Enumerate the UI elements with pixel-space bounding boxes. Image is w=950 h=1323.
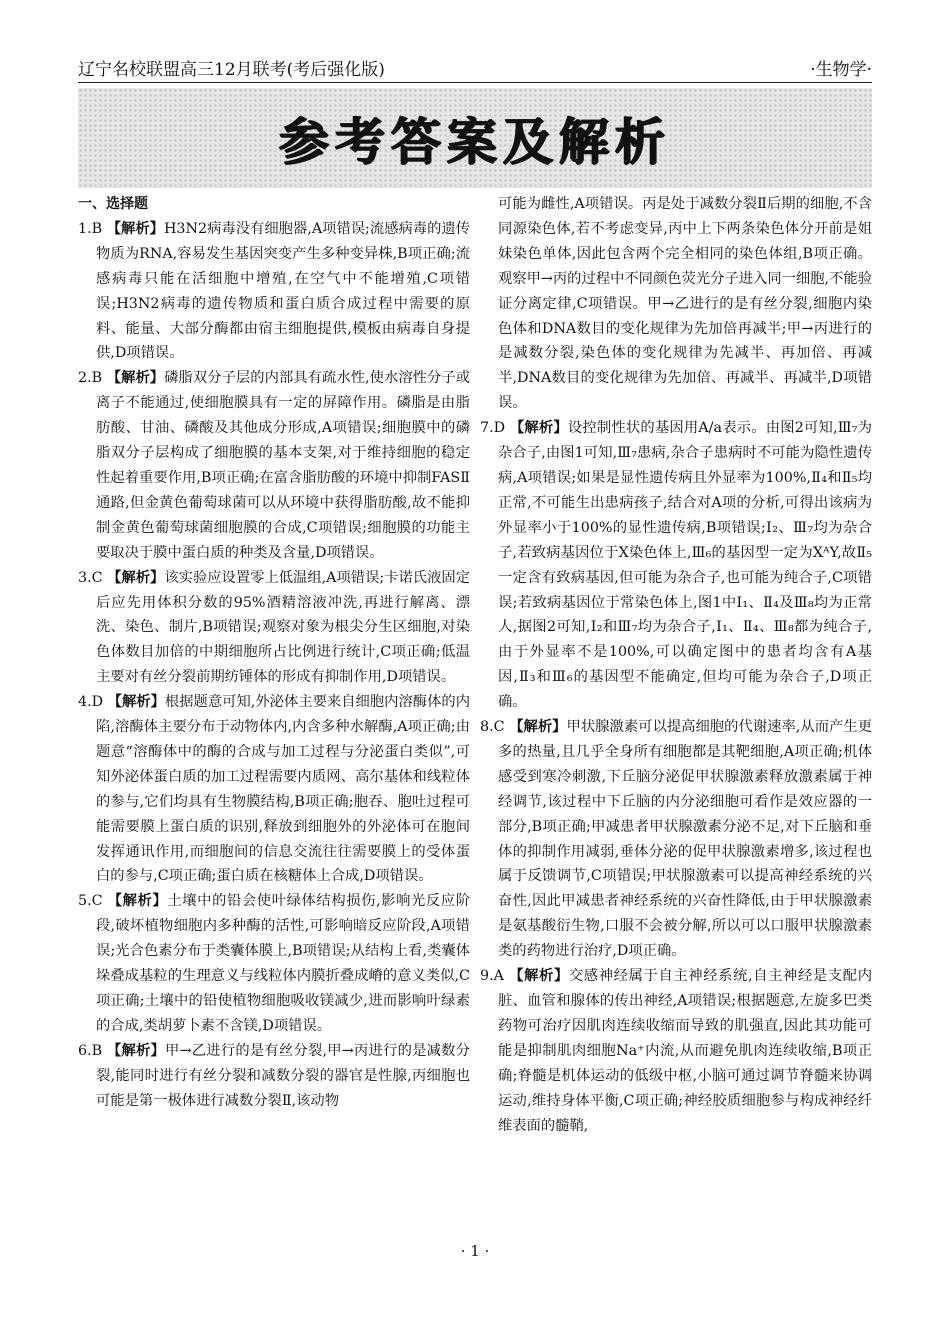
analysis-tag: 【解析】 [106, 1042, 166, 1059]
answer-number: 6.B [78, 1042, 103, 1059]
answer-number: 4.D [78, 694, 104, 711]
answer-item-7 [480, 416, 872, 715]
analysis-tag: 【解析】 [107, 893, 168, 910]
section-heading: 一、选择题 [78, 196, 148, 212]
answer-text: H3N2病毒没有细胞器,A项错误;流感病毒的遗传物质为RNA,容易发生基因突变产生多种变异株,B项正确;流感病毒只能在活细胞中增殖,在空气中不能增殖,C项错误;H3N2病毒的遗传物质和蛋白质合成过程中需要的原料、能量、大部分酶都由宿主细胞提供,模板由病毒自身提供,D项错误。 [96, 220, 470, 362]
answer-item-2 [78, 366, 470, 565]
analysis-tag: 【解析】 [106, 370, 165, 387]
page-number: · 1 · [460, 1242, 490, 1260]
answer-text: 甲→乙进行的是有丝分裂,甲→丙进行的是减数分裂,能同时进行有丝分裂和减数分裂的器官是性腺,丙细胞也可能是第一极体进行减数分裂Ⅱ,该动物 [96, 1042, 470, 1109]
header-exam-title: 辽宁名校联盟高三12月联考(考后强化版) [78, 60, 385, 80]
answer-text: 土壤中的铅会使叶绿体结构损伤,影响光反应阶段,破坏植物细胞内多种酶的活性,可影响暗反应阶段,A项错误;光合色素分布于类囊体膜上,B项错误;从结构上看,类囊体垛叠成基粒的生理意义与线粒体内膜折叠成嵴的意义类似,C项正确;土壤中的铅使植物细胞吸收镁减少,进而影响叶绿素的合成,类胡萝卜素不含镁,D项错误。 [96, 893, 470, 1034]
right-column [480, 192, 872, 1237]
answer-number: 2.B [78, 370, 103, 387]
left-column [78, 192, 470, 1237]
analysis-tag: 【解析】 [107, 569, 165, 586]
analysis-tag: 【解析】 [106, 220, 164, 237]
answer-item-3 [78, 566, 470, 691]
analysis-tag: 【解析】 [107, 694, 165, 711]
page-header [78, 52, 872, 83]
header-subject: ·生物学· [810, 60, 872, 80]
analysis-tag: 【解析】 [509, 968, 569, 985]
answer-item-6-continued [480, 192, 872, 416]
answer-item-4 [78, 690, 470, 889]
answer-number: 1.B [78, 220, 103, 237]
answer-number: 7.D [480, 420, 506, 437]
answer-text: 设控制性状的基因用A/a表示。由图2可知,Ⅲ₇为杂合子,由图1可知,Ⅲ₇患病,杂合子患病时不可能为隐性遗传病,A项错误;如果是显性遗传病且外显率为100%,Ⅱ₄和Ⅱ₅均正常,不可能生出患病孩子,结合对A项的分析,可得出该病为外显率小于100%的显性遗传病,B项错误;Ⅰ₂、Ⅲ₇均为杂合子,若致病基因位于X染色体上,Ⅲ₆的基因型一定为XᴬY,故Ⅱ₅一定含有致病基因,但可能为杂合子,也可能为纯合子,C项错误;若致病基因位于常染色体上,图1中Ⅰ₁、Ⅱ₄及Ⅲ₈均为正常人,据图2可知,Ⅰ₂和Ⅲ₇均为杂合子,Ⅰ₁、Ⅱ₄、Ⅲ₈都为纯合子,由于外显率不是100%,可以确定图中的患者均含有A基因,Ⅱ₃和Ⅲ₆的基因型不能确定,但均可能为杂合子,D项正确。 [498, 420, 872, 711]
title-banner [78, 88, 872, 188]
answer-text: 该实验应设置零上低温组,A项错误;卡诺氏液固定后应先用体积分数的95%酒精溶液冲洗,再进行解离、漂洗、染色、制片,B项错误;观察对象为根尖分生区细胞,对染色体数目加倍的中期细胞所占比例进行统计,C项正确;低温主要对有丝分裂前期纺锤体的形成有抑制作用,D项错误。 [96, 569, 470, 686]
answer-number: 8.C [480, 719, 505, 736]
answer-text: 可能为雌性,A项错误。丙是处于减数分裂Ⅱ后期的细胞,不含同源染色体,若不考虑变异,丙中上下两条染色体分开前是姐妹染色单体,因此包含两个完全相同的染色体组,B项正确。观察甲→丙的过程中不同颜色荧光分子进入同一细胞,不能验证分离定律,C项错误。甲→乙进行的是有丝分裂,细胞内染色体和DNA数目的变化规律为先加倍再减半;甲→丙进行的是减数分裂,染色体的变化规律为先减半、再加倍、再减半,DNA数目的变化规律为先加倍、再减半、再减半,D项错误。 [498, 196, 872, 412]
page-title: 参考答案及解析 [279, 113, 671, 171]
answer-number: 3.C [78, 569, 103, 586]
answer-text: 根据题意可知,外泌体主要来自细胞内溶酶体的内陷,溶酶体主要分布于动物体内,内含多种水解酶,A项正确;由题意“溶酶体中的酶的合成与加工过程与分泌蛋白类似”,可知外泌体蛋白质的加工过程需要内质网、高尔基体和线粒体的参与,它们均具有生物膜结构,B项正确;胞吞、胞吐过程可能需要膜上蛋白质的识别,释放到细胞外的外泌体可在胞间发挥通讯作用,而细胞间的信息交流往往需要膜上的受体蛋白的参与,C项正确;蛋白质在核糖体上合成,D项错误。 [96, 694, 470, 885]
answer-item-9 [480, 964, 872, 1138]
answer-number: 5.C [78, 893, 103, 910]
answer-item-5 [78, 889, 470, 1038]
analysis-tag: 【解析】 [509, 719, 567, 736]
analysis-tag: 【解析】 [509, 420, 568, 437]
answer-item-8 [480, 715, 872, 964]
answer-text: 磷脂双分子层的内部具有疏水性,使水溶性分子或离子不能通过,使细胞膜具有一定的屏障作用。磷脂是由脂肪酸、甘油、磷酸及其他成分形成,A项错误;细胞膜中的磷脂双分子层构成了细胞膜的基本支架,对于维持细胞的稳定性起着重要作用,B项正确;在富含脂肪酸的环境中抑制FASⅡ通路,但金黄色葡萄球菌可以从环境中获得脂肪酸,故不能抑制金黄色葡萄球菌细胞膜的合成,C项错误;细胞膜的功能主要取决于膜中蛋白质的种类及含量,D项错误。 [96, 370, 470, 561]
answer-item-1 [78, 217, 470, 366]
answer-number: 9.A [480, 968, 504, 985]
answer-text: 甲状腺激素可以提高细胞的代谢速率,从而产生更多的热量,且几乎全身所有细胞都是其靶细胞,A项正确;机体感受到寒冷刺激,下丘脑分泌促甲状腺激素释放激素属于神经调节,该过程中下丘脑的内分泌细胞可看作是效应器的一部分,B项正确;甲减患者甲状腺激素分泌不足,对下丘脑和垂体的抑制作用减弱,垂体分泌的促甲状腺激素增多,该过程也属于反馈调节,C项错误;甲状腺激素可以提高神经系统的兴奋性,因此甲减患者神经系统的兴奋性降低,由于甲状腺激素是氨基酸衍生物,口服不会被分解,所以可以口服甲状腺激素类的药物进行治疗,D项正确。 [498, 719, 872, 960]
answer-text: 交感神经属于自主神经系统,自主神经是支配内脏、血管和腺体的传出神经,A项错误;根据题意,左旋多巴类药物可治疗因肌肉连续收缩而导致的肌强直,因此其功能可能是抑制肌肉细胞Na⁺内流,从而避免肌肉连续收缩,B项正确;脊髓是机体运动的低级中枢,小脑可通过调节脊髓来协调运动,维持身体平衡,C项正确;神经胶质细胞参与构成神经纤维表面的髓鞘, [498, 968, 872, 1134]
answer-item-6 [78, 1039, 470, 1114]
